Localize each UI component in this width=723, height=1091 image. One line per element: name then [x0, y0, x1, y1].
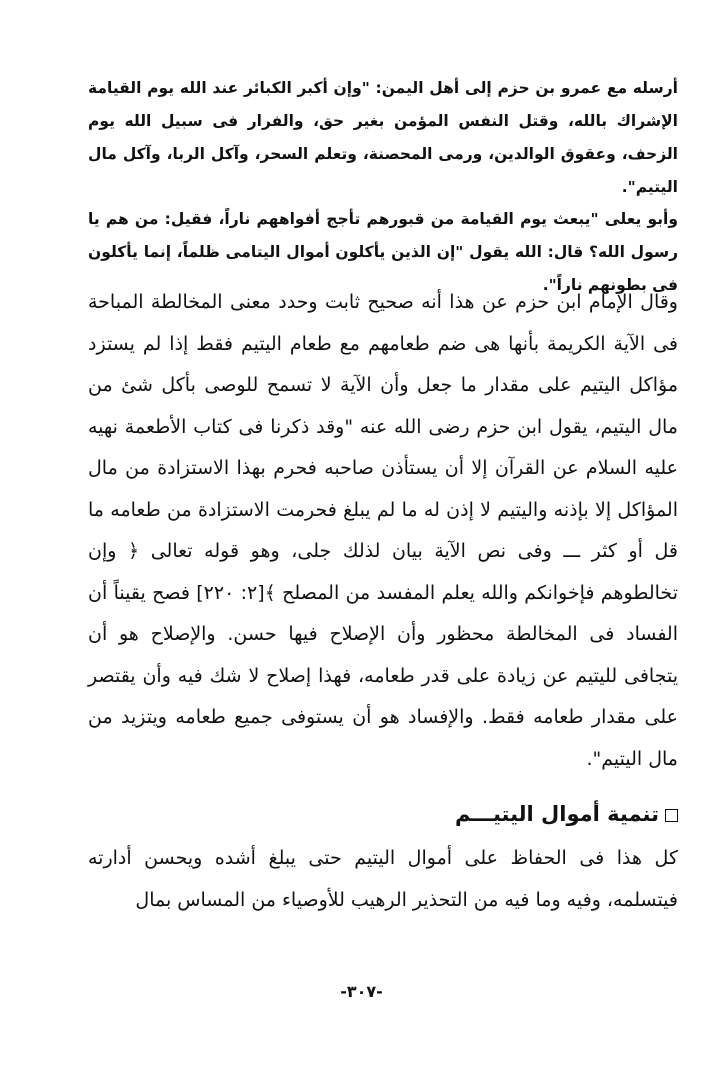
- paragraph-ibn-hazm-commentary: وقال الإمام ابن حزم عن هذا أنه صحيح ثابت وحدد معنى المخالطة المباحة فى الآية الكريمة بأنها هى ضم طعامهم مع طعام اليتيم فقط إذا لم يستزد مؤاكل اليتيم على مقدار ما جعل وأن الآية لا تسمح للوصى بأكل شئ من مال اليتيم، يقول ابن حزم رضى الله عنه "وقد ذكرنا فى كتاب الأطعمة نهيه عليه السلام عن القرآن إلا أن يستأذن صاحبه فحرم بهذا الاستزادة من مال المؤاكل إلا بإذنه واليتيم لا إذن له ما لم يبلغ فحرمت الاستزادة من طعامه ما قل أو كثر ـــ وفى نص الآية بيان لذلك جلى، وهو قوله تعالى ﴿ وإن تخالطوهم فإخوانكم والله يعلم المفسد من المصلح ﴾[٢: ٢٢٠] فصح يقيناً أن الفساد فى المخالطة محظور وأن الإصلاح فيها حسن. والإصلاح هو أن يتجافى لليتيم عن زيادة على قدر طعامه، فهذا إصلاح لا شك فيه وأن يقتصر على مقدار طعامه فقط. والإفساد هو أن يستوفى جميع طعامه ويتزيد من مال اليتيم".: [88, 291, 678, 770]
- page-number: -٣٠٧-: [340, 982, 383, 1001]
- section-heading-text: تنمية أموال اليتيـــم: [454, 802, 659, 826]
- section-heading: [455, 802, 678, 826]
- paragraph-orphan-wealth: كل هذا فى الحفاظ على أموال اليتيم حتى يبلغ أشده ويحسن أدارته فيتسلمه، وفيه وما فيه من التحذير الرهيب للأوصياء من المساس بمال: [88, 847, 678, 911]
- paragraph-hadith-abu-yala: وأبو يعلى "يبعث يوم القيامة من قبورهم تأجج أفواههم ناراً، فقيل: من هم يا رسول الله؟ قال: الله يقول "إن الذين يأكلون أموال اليتامى ظلماً، إنما يأكلون فى بطونهم ناراً".: [88, 210, 678, 294]
- square-bullet-icon: [665, 809, 678, 822]
- paragraph-hadith-major-sins: أرسله مع عمرو بن حزم إلى أهل اليمن: "وإن أكبر الكبائر عند الله يوم القيامة الإشراك بالله، وقتل النفس المؤمن بغير حق، والفرار فى سبيل الله يوم الزحف، وعقوق الوالدين، ورمى المحصنة، وتعلم السحر، وآكل الربا، وآكل مال اليتيم".: [88, 79, 678, 196]
